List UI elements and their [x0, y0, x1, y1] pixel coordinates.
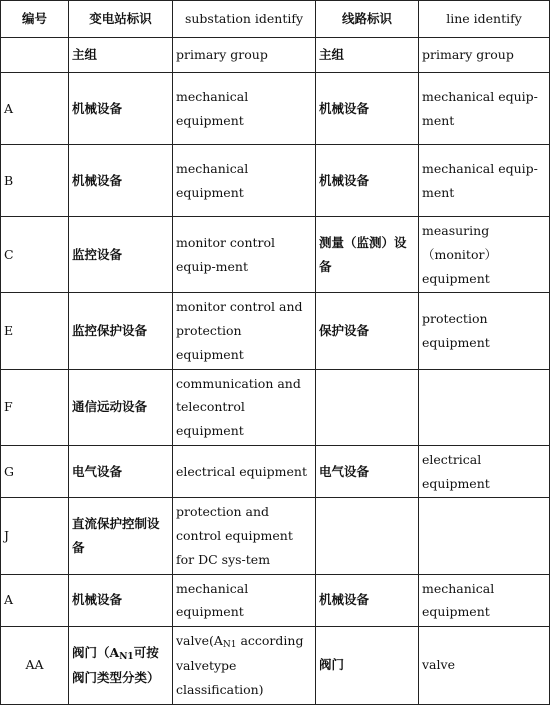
line-en-cell — [419, 498, 550, 574]
substation-zh-cell: 机械设备 — [69, 574, 173, 627]
header-row — [1, 1, 550, 38]
table-row — [1, 369, 550, 445]
header-line-en: line identify — [419, 1, 550, 38]
table-row — [1, 574, 550, 627]
line-en-cell: mechanical equip-ment — [419, 73, 550, 145]
header-line-zh: 线路标识 — [316, 1, 419, 38]
table-row — [1, 38, 550, 73]
substation-zh-cell: 监控设备 — [69, 217, 173, 293]
substation-en-cell: monitor control and protection equipment — [173, 293, 316, 369]
substation-zh-cell: 通信远动设备 — [69, 369, 173, 445]
line-en-cell: protection equipment — [419, 293, 550, 369]
table-row — [1, 145, 550, 217]
substation-en-cell: electrical equipment — [173, 445, 316, 498]
code-cell: E — [1, 293, 69, 369]
substation-en-cell: communication and telecontrol equipment — [173, 369, 316, 445]
code-cell: A — [1, 574, 69, 627]
substation-en-cell: primary group — [173, 38, 316, 73]
line-zh-cell — [316, 369, 419, 445]
line-en-cell: mechanical equipment — [419, 574, 550, 627]
code-cell: B — [1, 145, 69, 217]
table-row — [1, 627, 550, 705]
code-cell: AA — [1, 627, 69, 705]
valve-en-subscript: N1 — [222, 640, 237, 650]
valve-en-suffix: according valvetype classification) — [176, 633, 304, 697]
substation-en-cell: mechanical equipment — [173, 574, 316, 627]
substation-zh-cell: 监控保护设备 — [69, 293, 173, 369]
substation-zh-cell: 电气设备 — [69, 445, 173, 498]
code-cell: F — [1, 369, 69, 445]
substation-zh-cell: 直流保护控制设备 — [69, 498, 173, 574]
valve-zh-prefix: 阀门（A — [72, 644, 120, 660]
substation-zh-cell — [69, 627, 173, 705]
valve-zh-subscript: N1 — [119, 651, 134, 662]
table-row — [1, 217, 550, 293]
substation-en-cell: mechanical equipment — [173, 73, 316, 145]
line-en-cell: measuring（monitor）equipment — [419, 217, 550, 293]
substation-zh-cell: 主组 — [69, 38, 173, 73]
line-zh-cell: 机械设备 — [316, 574, 419, 627]
code-cell: A — [1, 73, 69, 145]
table-row — [1, 293, 550, 369]
code-cell — [1, 38, 69, 73]
header-code: 编号 — [1, 1, 69, 38]
line-zh-cell: 保护设备 — [316, 293, 419, 369]
substation-zh-cell: 机械设备 — [69, 73, 173, 145]
substation-en-cell — [173, 627, 316, 705]
table-row — [1, 445, 550, 498]
header-substation-zh: 变电站标识 — [69, 1, 173, 38]
code-cell: J — [1, 498, 69, 574]
line-zh-cell: 机械设备 — [316, 145, 419, 217]
valve-en-prefix: valve(A — [176, 633, 223, 648]
code-cell: G — [1, 445, 69, 498]
line-zh-cell — [316, 498, 419, 574]
line-en-cell: mechanical equip-ment — [419, 145, 550, 217]
code-cell: C — [1, 217, 69, 293]
substation-en-cell: mechanical equipment — [173, 145, 316, 217]
line-en-cell: valve — [419, 627, 550, 705]
line-en-cell: primary group — [419, 38, 550, 73]
substation-zh-cell: 机械设备 — [69, 145, 173, 217]
substation-en-cell: protection and control equipment for DC sys-tem — [173, 498, 316, 574]
line-zh-cell: 测量（监测）设备 — [316, 217, 419, 293]
line-zh-cell: 主组 — [316, 38, 419, 73]
header-substation-en: substation identify — [173, 1, 316, 38]
substation-en-cell: monitor control equip-ment — [173, 217, 316, 293]
line-zh-cell: 阀门 — [316, 627, 419, 705]
table-row — [1, 73, 550, 145]
line-en-cell: electrical equipment — [419, 445, 550, 498]
line-zh-cell: 机械设备 — [316, 73, 419, 145]
line-zh-cell: 电气设备 — [316, 445, 419, 498]
valve-zh-suffix: 可按阀门类型分类） — [72, 644, 160, 685]
line-en-cell — [419, 369, 550, 445]
table-row — [1, 498, 550, 574]
